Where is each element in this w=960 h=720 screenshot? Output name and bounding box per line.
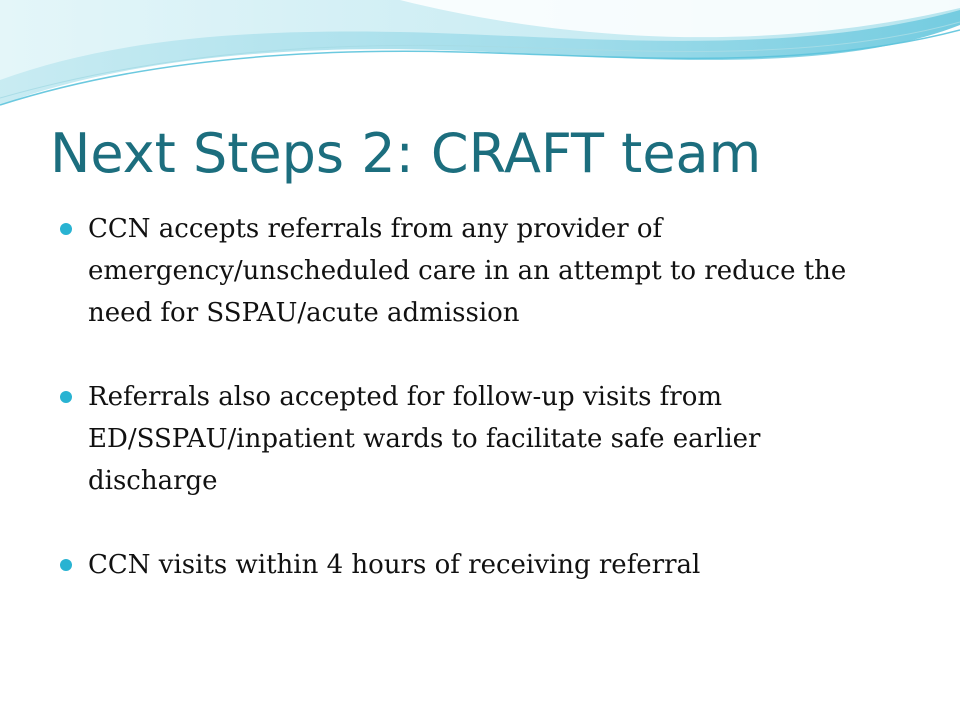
bullet-list	[60, 208, 890, 586]
bullet-dot-icon	[60, 223, 72, 235]
bullet-item	[60, 376, 890, 502]
bullet-text: Referrals also accepted for follow-up visits from ED/SSPAU/inpatient wards to facilitate safe earlier discharge	[88, 382, 761, 496]
slide-title: Next Steps 2: CRAFT team	[50, 122, 762, 185]
bullet-dot-icon	[60, 559, 72, 571]
bullet-text: CCN accepts referrals from any provider of emergency/unscheduled care in an attempt to reduce the need for SSPAU/acute admission	[88, 214, 847, 328]
decorative-wave-header-icon	[0, 0, 960, 120]
bullet-item	[60, 208, 890, 334]
bullet-text: CCN visits within 4 hours of receiving referral	[88, 550, 701, 580]
bullet-dot-icon	[60, 391, 72, 403]
bullet-item	[60, 544, 890, 586]
